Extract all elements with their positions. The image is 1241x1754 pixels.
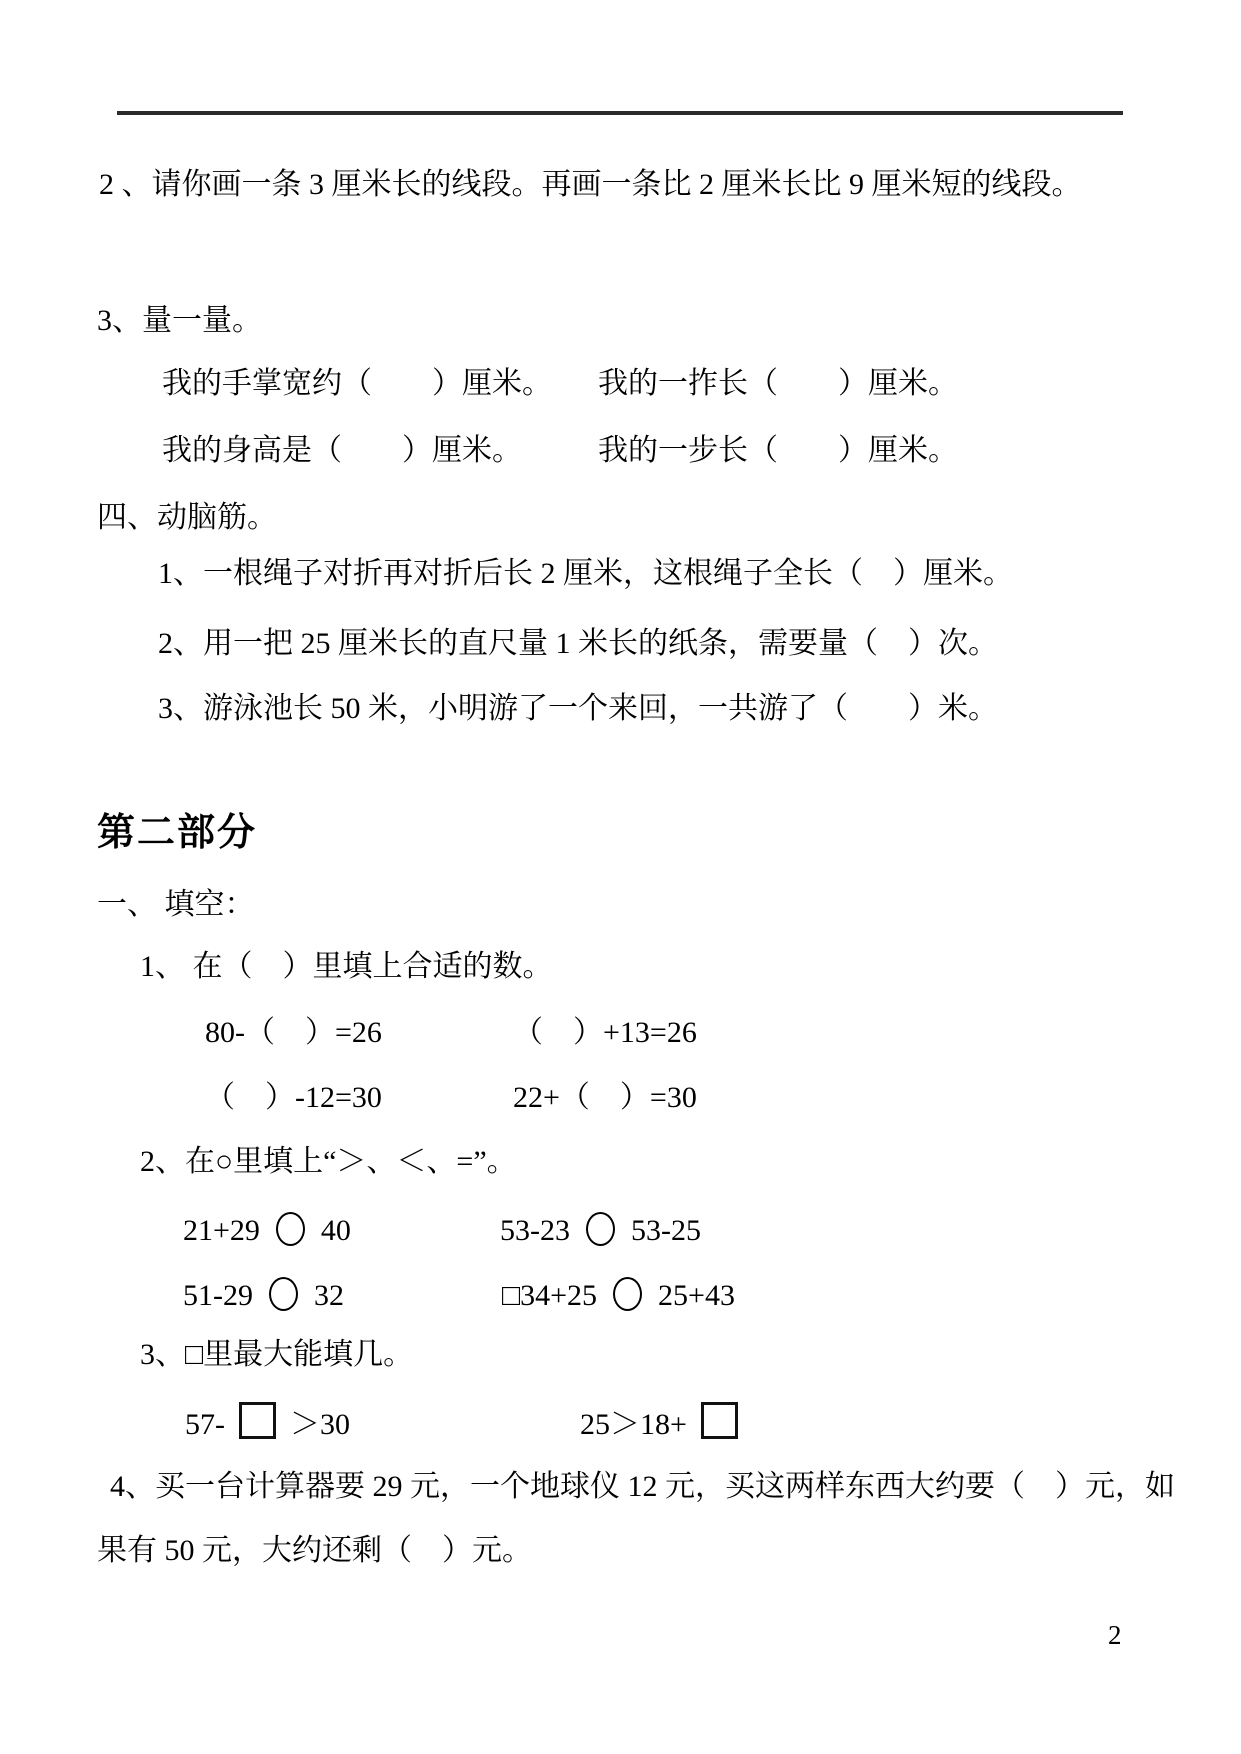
compare-circle-blank bbox=[276, 1212, 305, 1246]
compare-cell bbox=[183, 1212, 351, 1250]
fill-blank-q1-title: 1、 在（ ）里填上合适的数。 bbox=[140, 950, 553, 983]
maxfill-cell bbox=[185, 1402, 350, 1444]
word-problem-q4-line2: 果有 50 元，大约还剩（ ）元。 bbox=[97, 1534, 532, 1567]
measure-line-palm: 我的手掌宽约（ ）厘米。 bbox=[162, 367, 552, 400]
measure-line-height: 我的身高是（ ）厘米。 bbox=[162, 434, 522, 467]
compare-left-expression: 53-23 bbox=[500, 1214, 570, 1247]
compare-circle-blank bbox=[586, 1212, 615, 1246]
word-problem-q4-line1: 4、买一台计算器要 29 元，一个地球仪 12 元，买这两样东西大约要（ ）元，如 bbox=[110, 1470, 1175, 1503]
compare-left-expression: □34+25 bbox=[502, 1279, 598, 1312]
question-3-title: 3、量一量。 bbox=[97, 304, 262, 337]
answer-box-blank bbox=[239, 1402, 276, 1439]
compare-left-expression: 21+29 bbox=[183, 1214, 260, 1247]
compare-cell bbox=[502, 1277, 735, 1315]
compare-circle-blank bbox=[613, 1277, 642, 1311]
compare-right-expression: 32 bbox=[314, 1279, 344, 1312]
maxfill-expression-suffix: ＞30 bbox=[290, 1408, 350, 1441]
measure-line-step: 我的一步长（ ）厘米。 bbox=[598, 434, 958, 467]
fill-blank-section-title: 一、 填空： bbox=[97, 888, 255, 921]
compare-cell bbox=[183, 1277, 344, 1315]
measure-line-span: 我的一拃长（ ）厘米。 bbox=[598, 367, 958, 400]
brain-item-1: 1、一根绳子对折再对折后长 2 厘米，这根绳子全长（ ）厘米。 bbox=[158, 557, 1013, 590]
brain-item-2: 2、用一把 25 厘米长的直尺量 1 米长的纸条，需要量（ ）次。 bbox=[158, 627, 998, 660]
maxfill-expression-prefix: 57- bbox=[185, 1408, 225, 1441]
equation-blank: 80-（ ）=26 bbox=[205, 1016, 382, 1049]
compare-right-expression: 53-25 bbox=[631, 1214, 701, 1247]
section-4-title: 四、动脑筋。 bbox=[97, 501, 277, 534]
header-divider bbox=[117, 111, 1123, 115]
answer-box-blank bbox=[701, 1402, 738, 1439]
equation-blank: （ ）-12=30 bbox=[205, 1081, 382, 1114]
compare-q2-title: 2、在○里填上“＞、＜、=”。 bbox=[140, 1145, 517, 1178]
equation-blank: 22+（ ）=30 bbox=[513, 1081, 697, 1114]
compare-left-expression: 51-29 bbox=[183, 1279, 253, 1312]
maxfill-expression-prefix: 25＞18+ bbox=[580, 1408, 687, 1441]
compare-right-expression: 40 bbox=[320, 1214, 351, 1247]
part-2-heading: 第二部分 bbox=[97, 812, 258, 854]
compare-right-expression: 25+43 bbox=[658, 1279, 735, 1312]
compare-circle-blank bbox=[269, 1277, 298, 1311]
question-2-text: 2 、请你画一条 3 厘米长的线段。再画一条比 2 厘米长比 9 厘米短的线段。 bbox=[99, 168, 1082, 201]
maxfill-cell bbox=[580, 1402, 752, 1444]
maxfill-q3-title: 3、□里最大能填几。 bbox=[140, 1338, 414, 1371]
brain-item-3: 3、游泳池长 50 米，小明游了一个来回，一共游了（ ）米。 bbox=[158, 692, 998, 725]
page-number: 2 bbox=[1108, 1620, 1122, 1650]
compare-cell bbox=[500, 1212, 701, 1250]
equation-blank: （ ）+13=26 bbox=[513, 1016, 697, 1049]
